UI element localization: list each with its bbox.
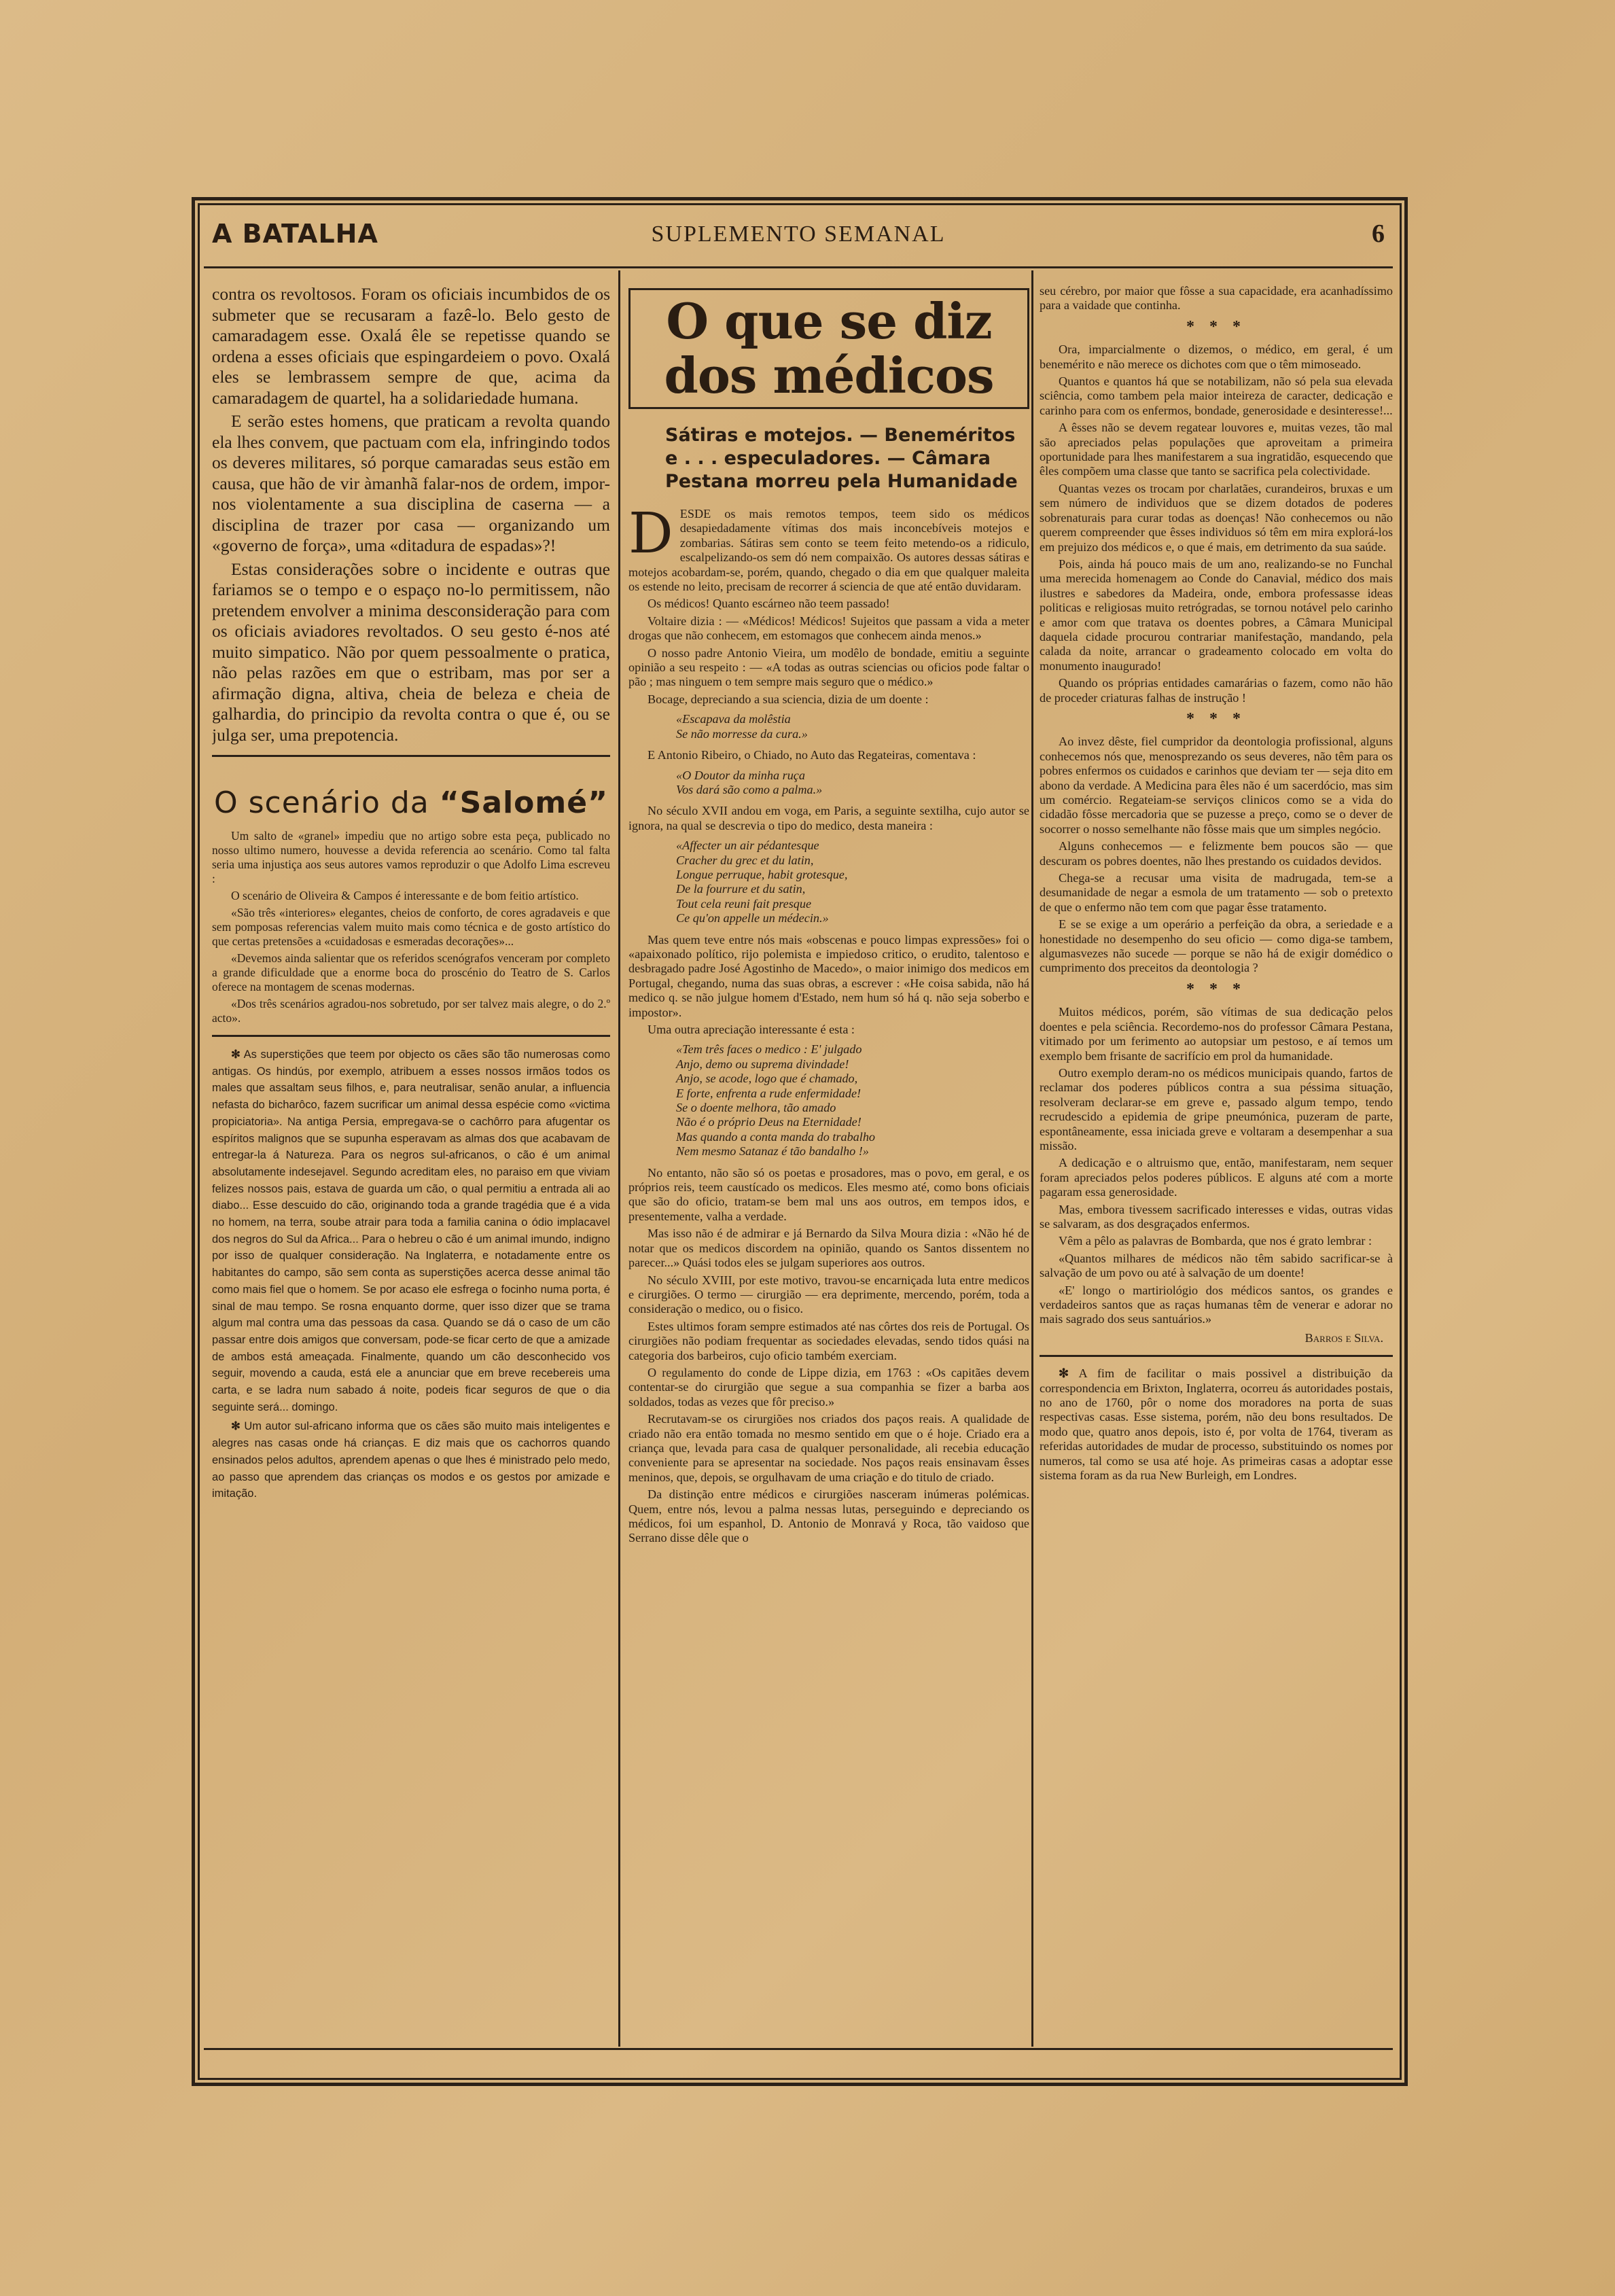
verse-line: Anjo, se acode, logo que é chamado, <box>676 1072 858 1086</box>
verse-line: Nem mesmo Satanaz é tão bandalho !» <box>676 1144 869 1159</box>
verse-line: Não é o próprio Deus na Eternidade! <box>676 1115 862 1129</box>
article-paragraph: Da distinção entre médicos e cirurgiões nasceram inúmeras polémicas. Quem, entre nós, levou a palma nessas lutas, perseguindo e depreciando os médicos, foi um espanhol, D. Antonio de Monravá y Roca, tão vaidoso que Serrano disse dêle que o <box>628 1487 1029 1545</box>
drop-cap: D <box>628 501 673 566</box>
asterism-divider: * * * <box>1186 980 1246 998</box>
article-paragraph: E serão estes homens, que praticam a revolta quando ela lhes convem, que pactuam com ela, infringindo todos os deveres militares, só porque camaradas seus estão em causa, que hão de vir àmanhã falar-nos de ordem, impor-nos violentamente a sua disciplina de caserna — a disciplina de trazer por casa — organizando um «governo de força», uma «ditadura de espadas»?! <box>212 411 610 555</box>
masthead <box>204 215 1393 262</box>
salome-heading <box>212 784 610 822</box>
article-paragraph: O scenário de Oliveira & Campos é interessante e de bom feitio artístico. <box>231 889 579 902</box>
article-paragraph: No século XVII andou em voga, em Paris, a seguinte sextilha, cujo autor se ignora, na qual se descrevia o tipo do medico, desta maneira : <box>628 804 1029 832</box>
article-paragraph: seu cérebro, por maior que fôsse a sua capacidade, era acanhadíssimo para a vaidade que continha. <box>1040 284 1393 313</box>
article-paragraph: A êsses não se devem regatear louvores e, muitas vezes, tão mal são apreciados pelas populações que aproveitam a primeira oportunidade para lhes manifestarem a sua ingratidão, esquecendo que êles compõem uma classe que tanto se sacrifica pela colectividade. <box>1040 421 1393 478</box>
dogs-text: Um autor sul-africano informa que os cães são muito mais inteligentes e alegres nas casas onde há crianças. E diz mais que os cachorros quando ensinados pelos adultos, aprendem apenas o que lhes é ministrado pelo medo, ao passo que aprendem das crianças os modos e os gestos por amizade e imitação. <box>212 1420 610 1500</box>
article-paragraph <box>212 1046 610 1415</box>
article-paragraph: Chega-se a recusar uma visita de madrugada, tem-se a desumanidade de negar a esmola de um tratamento — sob o pretexto de que o enfermo não tem com que pagar êsse tratamento. <box>1040 871 1393 914</box>
verse-line: Anjo, demo ou suprema divindade! <box>676 1057 849 1071</box>
page-number: 6 <box>1372 219 1385 248</box>
section-divider <box>212 755 610 757</box>
article-paragraph: «Dos três scenários agradou-nos sobretudo, por ser talvez mais alegre, o do 2.º acto». <box>212 997 610 1025</box>
article-paragraph: Um salto de «granel» impediu que no artigo sobre esta peça, publicado no nosso ultimo numero, houvesse a devida referencia ao scenário. Como tal falta seria uma injustiça aos seus autores vamos reproduzir o que Adolfo Lima escreveu : <box>212 829 610 885</box>
article-paragraph: Estes ultimos foram sempre estimados até nas côrtes dos reis de Portugal. Os cirurgiões não podiam frequentar as sociedades elevadas, sendo tidos quási na categoria dos barbeiros, cujo oficio também exerciam. <box>628 1319 1029 1362</box>
article-paragraph: Pois, ainda há pouco mais de um ano, realizando-se no Funchal uma merecida homenagem ao Conde do Canavial, médico dos mais ilustres e sabedores da Madeira, onde, embora professasse ideas politicas e religiosas muito retrógradas, se tornou notável pelo carinho e amor com que tratava os doentes pobres, a Câmara Municipal daquela cidade procurou contrariar manifestação, mandando, pela calada da noite, arrancar o gradeamento colocado em volta do monumento inaugurado! <box>1040 557 1393 673</box>
verse-quote <box>676 838 1029 925</box>
article-paragraph: O nosso padre Antonio Vieira, um modêlo de bondade, emitiu a seguinte opinião a seu respeito : — «A todas as outras sciencias ou oficios pode faltar o pão ; mas ninguem o tem sempre mais seguro que o médico.» <box>628 646 1029 689</box>
verse-line: Longue perruque, habit grotesque, <box>676 867 848 881</box>
verse-line: Tout cela reuni fait presque <box>676 896 812 911</box>
section-divider <box>212 1035 610 1037</box>
article-paragraph: «São três «interiores» elegantes, cheios de conforto, de cores agradaveis e que sem pomposas referencias valem muito mais como técnica e de gosto artístico do que certas pretensões a «cuidadosas e esmeradas decorações»... <box>212 906 610 948</box>
lead-text: ESDE os mais remotos tempos, teem sido os médicos desapiedadamente vítimas dos mais inconcebíveis motejos e zombarias. Sátiras sem conto se teem feito metendo-os a ridiculo, escalpelizando-os sem dó nem compaixão. Os autores dessas sátiras e motejos acobardam-se, porém, quando, chegado o dia em que qualquer maleita os estende no leito, precisam de recorrer á sciencia de que até então duvidaram. <box>628 507 1029 594</box>
article-paragraph: Mas, embora tivessem sacrificado interesses e vidas, outras vidas se salvaram, as dos desgraçados enfermos. <box>1040 1202 1393 1231</box>
article-subheadline: Sátiras e motejos. — Beneméritos e . . . especuladores. — Câmara Pestana morreu pela Humanidade <box>665 425 1018 492</box>
article-paragraph: Recrutavam-se os cirurgiões nos criados dos paços reais. A qualidade de criado não era então tomada no mesmo sentido em que o é hoje. Criado era a criança que, levada para casa de qualquer personalidade, ali recebia educação conveniente para se apresentar na sociedade. Nos paços reais ensinavam êsses meninos, que, depois, se orgulhavam de uma criação e do titulo de criado. <box>628 1412 1029 1484</box>
newspaper-name: A BATALHA <box>212 219 378 249</box>
column-divider-1 <box>618 270 620 2047</box>
verse-quote <box>676 769 1029 798</box>
article-paragraph <box>212 1418 610 1502</box>
author-signature: Barros e Silva. <box>1305 1330 1383 1345</box>
verse-quote <box>676 712 1029 741</box>
verse-line: Se não morresse da cura.» <box>676 726 808 741</box>
verse-line: «O Doutor da minha ruça <box>676 768 805 782</box>
salome-heading-text: O scenário da <box>214 785 440 820</box>
verse-line: Ce qu'on appelle un médecin.» <box>676 911 829 925</box>
article-paragraph: Estas considerações sobre o incidente e outras que fariamos se o tempo e o espaço no-lo permitissem, não pretendem envolver a minima desconsideração para com os oficiais aviadores revoltados. O seu gesto é-nos até muito simpatico. Não por quem pessoalmente o pratica, não pelas razões em que o estribam, mas por ser a afirmação digna, altiva, cheia de beleza e cheia de galhardia, do principio da revolta contra o que é, ou se julga ser, uma prepotencia. <box>212 559 610 745</box>
article-paragraph: Mas quem teve entre nós mais «obscenas e pouco limpas expressões» foi o «apaixonado político, rijo polemista e impiedoso critico, o erudito, talentoso e desbragado padre José Agostinho de Macedo», o maior inimigo dos medicos em Portugal, chegando, numa das suas obras, a escrever : «He coisa sabida, não há medico q. se não julgue homem d'Estado, nem hum só há q. não seja soberbo e impostor». <box>628 932 1029 1019</box>
brixton-text: A fim de facilitar o mais possivel a distribuição da correspondencia em Brixton, Inglaterra, ocorreu ás autoridades postais, no ano de 1760, pôr o nome dos moradores na porta de suas respectivas casas. Esse sistema, porém, não deu bons resultados. De modo que, quatro anos depois, isto é, por volta de 1764, tiveram as referidas autoridades de mudar de processo, substituindo os nomes por numeros, tal como se usa até hoje. As primeiras casas a adoptar esse sistema foram as da rua New Burleigh, em Londres. <box>1040 1366 1393 1483</box>
column-left <box>212 284 610 2051</box>
article-paragraph: Ao invez dêste, fiel cumpridor da deontologia profissional, alguns conhecemos nós que, menosprezando os seus deveres, não têm para os pobres enfermos os cuidados e carinhos que deviam ter — seja dito em abono da verdade. A Medicina para êles não é um sacerdócio, mas sim um comércio. Regateiam-se serviços clinicos como se a vida do cidadão fôsse mercadoria que se puzesse a preço, como se o dever de socorrer o nosso semelhante não fôsse mais que um simples negócio. <box>1040 735 1393 836</box>
article-paragraph: Uma outra apreciação interessante é esta : <box>647 1023 855 1036</box>
article-paragraph: No entanto, não são só os poetas e prosadores, mas o povo, em geral, e os próprios reis, teem caustícado os medicos. Eles mesmo até, como bons oficiais que são do oficio, tratam-se bem mal uns aos outros, em tempos idos, e presentemente, valha a verdade. <box>628 1165 1029 1223</box>
article-paragraph: A dedicação e o altruismo que, então, manifestaram, nem sequer foram apreciados pelos poderes públicos. E alguns até com a morte pagaram essa generosidade. <box>1040 1156 1393 1199</box>
verse-line: Cracher du grec et du latin, <box>676 853 814 867</box>
article-paragraph: Voltaire dizia : — «Médicos! Médicos! Sujeitos que passam a vida a meter drogas que não conhecem, em estomagos que conhecem ainda menos.» <box>628 614 1029 643</box>
flower-ornament-icon: ✻ <box>231 1420 241 1433</box>
flower-ornament-icon: ✻ <box>1059 1366 1069 1381</box>
article-paragraph: O regulamento do conde de Lippe dizia, em 1763 : «Os capitães devem contentar-se do cirurgião que segue a sua companhia se fizer a barba aos soldados, todas as vezes que fôr preciso.» <box>628 1365 1029 1409</box>
salome-heading-quote: “Salomé” <box>439 785 608 820</box>
article-paragraph: E se se exige a um operário a perfeição da obra, a seriedade e a honestidade no desempenho do seu oficio — como diga-se tambem, algumasvezes não sucede — porque se não há de exigir domédico o cumprimento dos preceitos da deontologia ? <box>1040 917 1393 975</box>
verse-line: Se o doente melhora, tão amado <box>676 1101 836 1115</box>
lead-paragraph <box>628 501 1029 594</box>
column-center <box>628 284 1029 2051</box>
verse-quote <box>676 1042 1029 1159</box>
section-title: SUPLEMENTO SEMANAL <box>651 222 946 247</box>
article-paragraph: Mas isso não é de admirar e já Bernardo da Silva Moura dizia : «Não hé de notar que os medicos discordem na opinião, quando os Santos dissentem no parecer...» Quási todos eles se julgam superiores aos outros. <box>628 1226 1029 1270</box>
superstitions-text: As superstições que teem por objecto os cães são tão numerosas como antigas. Os hindús, por exemplo, atribuem a esses nossos irmãos todos os males que assaltam seus filhos, e, para neutralisar, senão anular, a influencia nefasta do bicharôco, fazem sucrificar um animal dessa espécie como «victima propiciatoria». Na antiga Persia, empregava-se o cachôrro para afugentar os espíritos malignos que se supunha esperavam as almas dos que acabavam de entregar-la á Natureza. Para os negros sul-africanos, o cão é um animal absolutamente indesejavel. Segundo acreditam eles, no paraiso em que viviam felizes nossos pais, estava de guarda um cão, o qual permitiu a entrada ali ao diabo... Esse descuido do cão, originando toda a grande tragédia que é a vida no homem, na terra, soube atrair para toda a familia canina o ódio implacavel dos negros do Sul da Africa... Para o hebreu o cão é um animal imundo, indigno por isso de qualquer consideração. Na Inglaterra, e notadamente entre os habitantes do campo, são sem conta as superstições acerca desse animal tão como mais fiel que o homem. Se por acaso ele esfrega o focinho numa porta, é sinal de mau tempo. Se rosna enquanto dorme, quer isso dizer que se trama algum mal contra uma das pessoas da casa. Quando se dá o caso de um cão passar entre dois amigos que conversam, pode-se ficar certo de que a amizade de ambos está ameaçada. Finalmente, quando um cão desconhecido vos seguir, movendo a cauda, está ele a anunciar que em breve recebereis uma carta, e se ladra num sabado á noite, podeis ficar seguros de que o dia seguinte será... domingo. <box>212 1048 610 1413</box>
verse-line: Vos dará são como a palma.» <box>676 782 823 796</box>
article-paragraph: Bocage, depreciando a sua sciencia, dizia de um doente : <box>647 692 929 706</box>
verse-line: «Affecter un air pédantesque <box>676 838 819 853</box>
verse-line: «Tem três faces o medico : E' julgado <box>676 1042 862 1057</box>
article-paragraph: Quantos e quantos há que se notabilizam, não só pela sua elevada sciência, como tambem pela maior inteireza de caracter, dedicação e carinho para com os enfermos, bondade, generosidade e desinteresse!... <box>1040 374 1393 417</box>
verse-line: «Escapava da molêstia <box>676 712 791 726</box>
column-right <box>1040 284 1393 2051</box>
flower-ornament-icon: ✻ <box>231 1048 241 1061</box>
salome-article <box>212 829 610 1025</box>
article-paragraph: Muitos médicos, porém, são vítimas de sua dedicação pelos doentes e pela sciência. Recordemo-nos do professor Câmara Pestana, vitimado por um ferimento ao autopsiar um pestoso, e aí temos um exemplo bem frisante de sacrifício em prol da humanidade. <box>1040 1005 1393 1063</box>
article-paragraph: Quantas vezes os trocam por charlatães, curandeiros, bruxas e um sem número de individuos que se dizem dotados de poderes sobrenaturais para curar todas as doenças! Não conhecemos ou não querem compreender que êsses individuos só têm em mira explorá-los em prejuizo dos médicos e, o que é mais, em detrimento da sua saúde. <box>1040 481 1393 554</box>
revolt-article <box>212 284 610 745</box>
verse-line: E forte, enfrenta a rude enfermidade! <box>676 1086 862 1100</box>
article-paragraph: «Devemos ainda salientar que os referidos scenógrafos venceram por completo a grande dificuldade que a enorme boca do proscénio do Teatro de S. Carlos oferece na montagem de scenas modernas. <box>212 951 610 993</box>
asterism-divider: * * * <box>1186 317 1246 336</box>
superstitions-article <box>212 1046 610 1502</box>
article-headline: O que se diz dos médicos <box>628 288 1029 409</box>
article-paragraph: No século XVIII, por este motivo, travou-se encarniçada luta entre medicos e cirurgiões. O termo — cirurgião — era deprimente, mercendo, porém, toda a consideração o medico, ou o fisico. <box>628 1273 1029 1316</box>
article-paragraph: «E' longo o martiriológio dos médicos santos, os grandes e verdadeiros santos que as raças humanas têm de venerar e adorar no mais sagrado dos seus santuários.» <box>1040 1283 1393 1326</box>
masthead-rule <box>204 266 1393 268</box>
column-divider-2 <box>1031 270 1033 2047</box>
section-divider <box>1040 1355 1393 1357</box>
article-paragraph: «Quantos milhares de médicos não têm sabido sacrificar-se à salvação de um povo ou até à salvação de um doente! <box>1040 1251 1393 1280</box>
verse-line: De la fourrure et du satin, <box>676 882 806 896</box>
brixton-note <box>1040 1366 1393 1483</box>
article-paragraph: Quando os próprias entidades camarárias o fazem, como não hão de proceder criaturas falhas de instrução ! <box>1040 676 1393 705</box>
article-paragraph: Vêm a pêlo as palavras de Bombarda, que nos é grato lembrar : <box>1059 1234 1372 1248</box>
article-paragraph: contra os revoltosos. Foram os oficiais incumbidos de os submeter que se recusaram a fazê-lo. Belo gesto de camaradagem esse. Oxalá êle se repetisse quando se ordena a esses oficiais que espingardeiem o povo. Oxalá eles se lembrassem sempre de que, acima da camaradagem de quartel, ha a solidariedade humana. <box>212 284 610 408</box>
article-paragraph: E Antonio Ribeiro, o Chiado, no Auto das Regateiras, comentava : <box>647 748 976 762</box>
verse-line: Mas quando a conta manda do trabalho <box>676 1129 876 1144</box>
asterism-divider: * * * <box>1186 709 1246 728</box>
article-paragraph: Alguns conhecemos — e felizmente bem poucos são — que descuram os pobres doentes, não lhes prestando os cuidados devidos. <box>1040 839 1393 868</box>
article-paragraph: Outro exemplo deram-no os médicos municipais quando, fartos de reclamar dos poderes públicos contra a sua péssima situação, resolveram declarar-se em greve e, passado algum tempo, tendo recrudescido a epidemia de gripe pneumónica, puzeram de parte, espontâneamente, essa iniciada greve e voltaram a desempenhar a sua missão. <box>1040 1065 1393 1152</box>
article-paragraph: Ora, imparcialmente o dizemos, o médico, em geral, é um benemérito e não merece os dichotes com que o têm mimoseado. <box>1040 342 1393 371</box>
article-paragraph: Os médicos! Quanto escárneo não teem passado! <box>647 597 890 611</box>
